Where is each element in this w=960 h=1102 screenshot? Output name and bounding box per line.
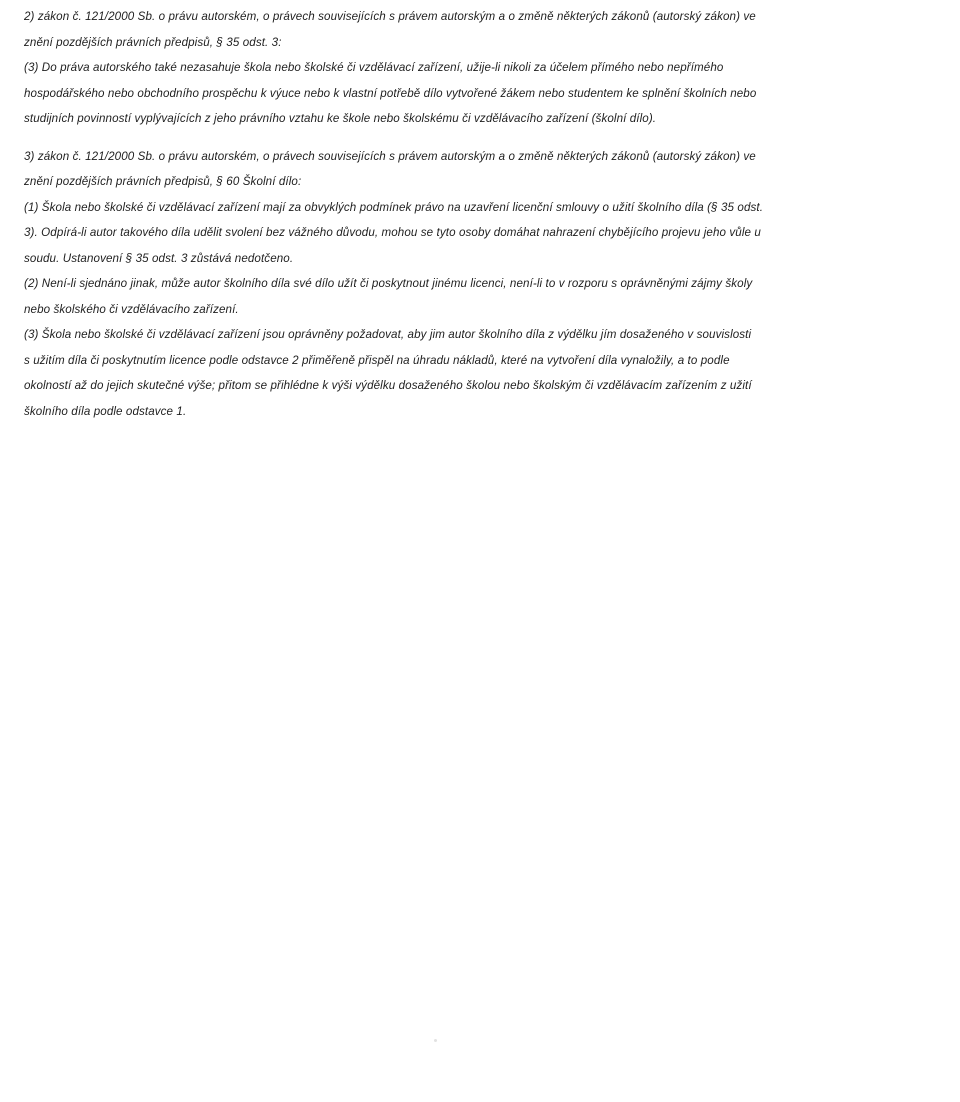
- footnote-3-paragraph-2-line: (2) Není-li sjednáno jinak, může autor školního díla své dílo užít či poskytnout jinému licenci, není-li to v rozporu s oprávněnými zájmy školy: [24, 277, 753, 290]
- footnote-3-paragraph-3-line: okolností až do jejich skutečné výše; přitom se přihlédne k výši výdělku dosaženého školou nebo školským či vzdělávacím zařízením z užití: [24, 379, 752, 392]
- footnote-2-paragraph-line: studijních povinností vyplývajících z jeho právního vztahu ke škole nebo školskému či vzdělávacího zařízení (školní dílo).: [24, 112, 657, 125]
- footnote-3-heading-line: znění pozdějších právních předpisů, § 60 Školní dílo:: [24, 175, 302, 188]
- scan-artifact-dot: [434, 1039, 437, 1042]
- footnote-2: [24, 4, 866, 132]
- footnote-3-paragraph-3-line: s užitím díla či poskytnutím licence podle odstavce 2 přiměřeně přispěl na úhradu nákladů, které na vytvoření díla vynaložily, a to podle: [24, 353, 730, 367]
- footnote-3: [24, 144, 866, 425]
- footnote-3-paragraph-2-line: nebo školského či vzdělávacího zařízení.: [24, 302, 239, 316]
- footnote-2-heading-line: 2) zákon č. 121/2000 Sb. o právu autorském, o právech souvisejících s právem autorským a o změně některých zákonů (autorský zákon) ve: [24, 10, 756, 23]
- footnote-3-paragraph-1-line: 3). Odpírá-li autor takového díla udělit svolení bez vážného důvodu, mohou se tyto osoby domáhat nahrazení chybějícího projevu jeho vůle u: [24, 226, 761, 239]
- footnote-3-paragraph-1-line: (1) Škola nebo školské či vzdělávací zařízení mají za obvyklých podmínek právo na uzavření licenční smlouvy o užití školního díla (§ 35 odst.: [24, 200, 764, 214]
- footnote-2-paragraph-line: hospodářského nebo obchodního prospěchu k výuce nebo k vlastní potřebě dílo vytvořené žákem nebo studentem ke splnění školních nebo: [24, 86, 757, 100]
- footnote-3-paragraph-1-line: soudu. Ustanovení § 35 odst. 3 zůstává nedotčeno.: [24, 251, 294, 265]
- footnotes-section: [24, 4, 866, 424]
- footnote-3-heading-line: 3) zákon č. 121/2000 Sb. o právu autorském, o právech souvisejících s právem autorským a o změně některých zákonů (autorský zákon) ve: [24, 149, 756, 163]
- footnote-2-heading-line: znění pozdějších právních předpisů, § 35 odst. 3:: [24, 35, 282, 49]
- footnote-2-paragraph-line: (3) Do práva autorského také nezasahuje škola nebo školské či vzdělávací zařízení, užije-li nikoli za účelem přímého nebo nepřímého: [24, 61, 724, 74]
- footnote-3-paragraph-3-line: školního díla podle odstavce 1.: [24, 404, 187, 418]
- footnote-3-paragraph-3-line: (3) Škola nebo školské či vzdělávací zařízení jsou oprávněny požadovat, aby jim autor školního díla z výdělku jím dosaženého v souvislosti: [24, 328, 752, 341]
